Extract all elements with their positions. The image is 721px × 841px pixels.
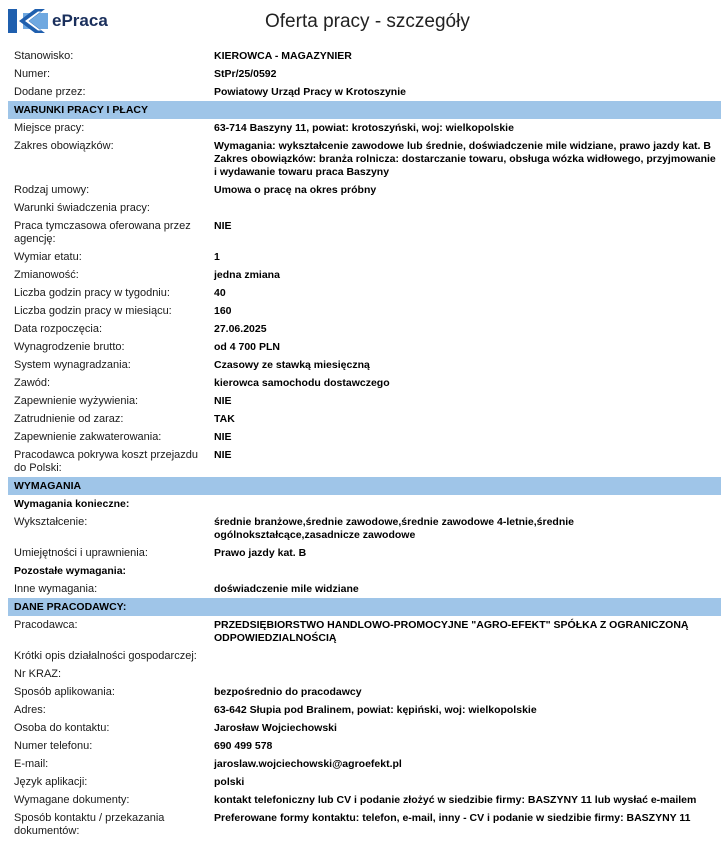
row-education bbox=[0, 513, 721, 544]
offer-number-label: Numer: bbox=[14, 67, 51, 80]
row-contact-method bbox=[0, 809, 721, 840]
row-occupation bbox=[0, 374, 721, 392]
occupation-value: kierowca samochodu dostawczego bbox=[214, 376, 390, 389]
gross-salary-value: od 4 700 PLN bbox=[214, 340, 280, 353]
row-email bbox=[0, 755, 721, 773]
row-accommodation-provided bbox=[0, 428, 721, 446]
row-application-method bbox=[0, 683, 721, 701]
other-requirements-heading: Pozostałe wymagania: bbox=[14, 564, 127, 577]
other-requirements-label: Inne wymagania: bbox=[14, 582, 98, 595]
row-added-by bbox=[0, 83, 721, 101]
other-requirements-value: doświadczenie mile widziane bbox=[214, 582, 359, 595]
contract-type-value: Umowa o pracę na okres próbny bbox=[214, 183, 377, 196]
immediate-start-value: TAK bbox=[214, 412, 235, 425]
monthly-hours-label: Liczba godzin pracy w miesiącu: bbox=[14, 304, 172, 317]
accommodation-provided-value: NIE bbox=[214, 430, 232, 443]
skills-label: Umiejętności i uprawnienia: bbox=[14, 546, 148, 559]
row-kraz-number bbox=[0, 665, 721, 683]
workplace-label: Miejsce pracy: bbox=[14, 121, 85, 134]
contact-method-value: Preferowane formy kontaktu: telefon, e-mail, inny - CV i podanie w siedzibie firmy: BASZYNY 11 bbox=[214, 811, 691, 824]
business-description-label: Krótki opis działalności gospodarczej: bbox=[14, 649, 197, 662]
row-working-time bbox=[0, 248, 721, 266]
pay-system-label: System wynagradzania: bbox=[14, 358, 131, 371]
required-documents-value: kontakt telefoniczny lub CV i podanie złożyć w siedzibie firmy: BASZYNY 11 lub wysłać e-mailem bbox=[214, 793, 697, 806]
weekly-hours-label: Liczba godzin pracy w tygodniu: bbox=[14, 286, 170, 299]
added-by-label: Dodane przez: bbox=[14, 85, 86, 98]
position-label: Stanowisko: bbox=[14, 49, 74, 62]
row-pay-system bbox=[0, 356, 721, 374]
phone-number-label: Numer telefonu: bbox=[14, 739, 93, 752]
temporary-work-agency-value: NIE bbox=[214, 219, 232, 232]
application-language-label: Język aplikacji: bbox=[14, 775, 88, 788]
row-start-date bbox=[0, 320, 721, 338]
education-value: średnie branżowe,średnie zawodowe,średnie zawodowe 4-letnie,średnie ogólnokształcące,zasadnicze zawodowe bbox=[214, 515, 575, 541]
monthly-hours-value: 160 bbox=[214, 304, 232, 317]
workplace-value: 63-714 Baszyny 11, powiat: krotoszyński, woj: wielkopolskie bbox=[214, 121, 514, 134]
row-required-documents bbox=[0, 791, 721, 809]
working-time-value: 1 bbox=[214, 250, 220, 263]
logo-text: ePraca bbox=[52, 11, 108, 30]
shifts-label: Zmianowość: bbox=[14, 268, 79, 281]
row-skills bbox=[0, 544, 721, 562]
email-value: jaroslaw.wojciechowski@agroefekt.pl bbox=[214, 757, 402, 770]
row-application-language bbox=[0, 773, 721, 791]
row-immediate-start bbox=[0, 410, 721, 428]
kraz-number-label: Nr KRAZ: bbox=[14, 667, 62, 680]
row-duties bbox=[0, 137, 721, 181]
row-weekly-hours bbox=[0, 284, 721, 302]
temporary-work-agency-label: Praca tymczasowa oferowana przez agencję: bbox=[14, 219, 191, 245]
section-header-employer: DANE PRACODAWCY: bbox=[8, 598, 721, 616]
employer-name-value: PRZEDSIĘBIORSTWO HANDLOWO-PROMOCYJNE "AGRO-EFEKT" SPÓŁKA Z OGRANICZONĄ ODPOWIEDZIALNOŚCIĄ bbox=[214, 618, 689, 644]
meals-provided-value: NIE bbox=[214, 394, 232, 407]
offer-number-value: StPr/25/0592 bbox=[214, 67, 277, 80]
email-label: E-mail: bbox=[14, 757, 49, 770]
occupation-label: Zawód: bbox=[14, 376, 51, 389]
row-offer-number bbox=[0, 65, 721, 83]
row-contact-person bbox=[0, 719, 721, 737]
row-work-conditions bbox=[0, 199, 721, 217]
pay-system-value: Czasowy ze stawką miesięczną bbox=[214, 358, 370, 371]
row-workplace bbox=[0, 119, 721, 137]
employer-address-label: Adres: bbox=[14, 703, 46, 716]
education-label: Wykształcenie: bbox=[14, 515, 88, 528]
application-language-value: polski bbox=[214, 775, 245, 788]
required-requirements-heading: Wymagania konieczne: bbox=[14, 497, 130, 510]
employer-name-label: Pracodawca: bbox=[14, 618, 78, 631]
work-conditions-label: Warunki świadczenia pracy: bbox=[14, 201, 150, 214]
shifts-value: jedna zmiana bbox=[214, 268, 280, 281]
row-temporary-work-agency bbox=[0, 217, 721, 248]
immediate-start-label: Zatrudnienie od zaraz: bbox=[14, 412, 124, 425]
row-phone-number bbox=[0, 737, 721, 755]
row-employer-name bbox=[0, 616, 721, 647]
row-contract-type bbox=[0, 181, 721, 199]
start-date-label: Data rozpoczęcia: bbox=[14, 322, 103, 335]
gross-salary-label: Wynagrodzenie brutto: bbox=[14, 340, 125, 353]
row-gross-salary bbox=[0, 338, 721, 356]
row-employer-address bbox=[0, 701, 721, 719]
row-travel-cost-covered bbox=[0, 446, 721, 477]
contract-type-label: Rodzaj umowy: bbox=[14, 183, 90, 196]
contact-person-value: Jarosław Wojciechowski bbox=[214, 721, 337, 734]
application-method-value: bezpośrednio do pracodawcy bbox=[214, 685, 362, 698]
epraca-logo-icon bbox=[8, 9, 48, 33]
phone-number-value: 690 499 578 bbox=[214, 739, 273, 752]
working-time-label: Wymiar etatu: bbox=[14, 250, 82, 263]
row-other-requirements bbox=[0, 580, 721, 598]
row-position bbox=[0, 47, 721, 65]
position-value: KIEROWCA - MAGAZYNIER bbox=[214, 49, 352, 62]
contact-person-label: Osoba do kontaktu: bbox=[14, 721, 110, 734]
skills-value: Prawo jazdy kat. B bbox=[214, 546, 307, 559]
row-monthly-hours bbox=[0, 302, 721, 320]
row-shifts bbox=[0, 266, 721, 284]
page-header bbox=[0, 0, 721, 47]
epraca-logo[interactable] bbox=[8, 9, 108, 33]
row-meals-provided bbox=[0, 392, 721, 410]
section-header-conditions: WARUNKI PRACY I PŁACY bbox=[8, 101, 721, 119]
start-date-value: 27.06.2025 bbox=[214, 322, 267, 335]
travel-cost-covered-value: NIE bbox=[214, 448, 232, 461]
duties-value: Wymagania: wykształcenie zawodowe lub średnie, doświadczenie mile widziane, prawo jazdy kat. B Zakres obowiązków: branża rolnicza: dostarczanie towaru, obsługa wózka widłowego, przyjmowanie i wydawanie towaru praca Baszyny bbox=[214, 139, 716, 178]
employer-address-value: 63-642 Słupia pod Bralinem, powiat: kępiński, woj: wielkopolskie bbox=[214, 703, 537, 716]
weekly-hours-value: 40 bbox=[214, 286, 226, 299]
added-by-value: Powiatowy Urząd Pracy w Krotoszynie bbox=[214, 85, 406, 98]
row-business-description bbox=[0, 647, 721, 665]
accommodation-provided-label: Zapewnienie zakwaterowania: bbox=[14, 430, 162, 443]
application-method-label: Sposób aplikowania: bbox=[14, 685, 115, 698]
contact-method-label: Sposób kontaktu / przekazania dokumentów: bbox=[14, 811, 165, 837]
page-title: Oferta pracy - szczegóły bbox=[265, 11, 470, 32]
required-documents-label: Wymagane dokumenty: bbox=[14, 793, 130, 806]
section-header-requirements: WYMAGANIA bbox=[8, 477, 721, 495]
travel-cost-covered-label: Pracodawca pokrywa koszt przejazdu do Polski: bbox=[14, 448, 199, 474]
duties-label: Zakres obowiązków: bbox=[14, 139, 114, 152]
meals-provided-label: Zapewnienie wyżywienia: bbox=[14, 394, 139, 407]
